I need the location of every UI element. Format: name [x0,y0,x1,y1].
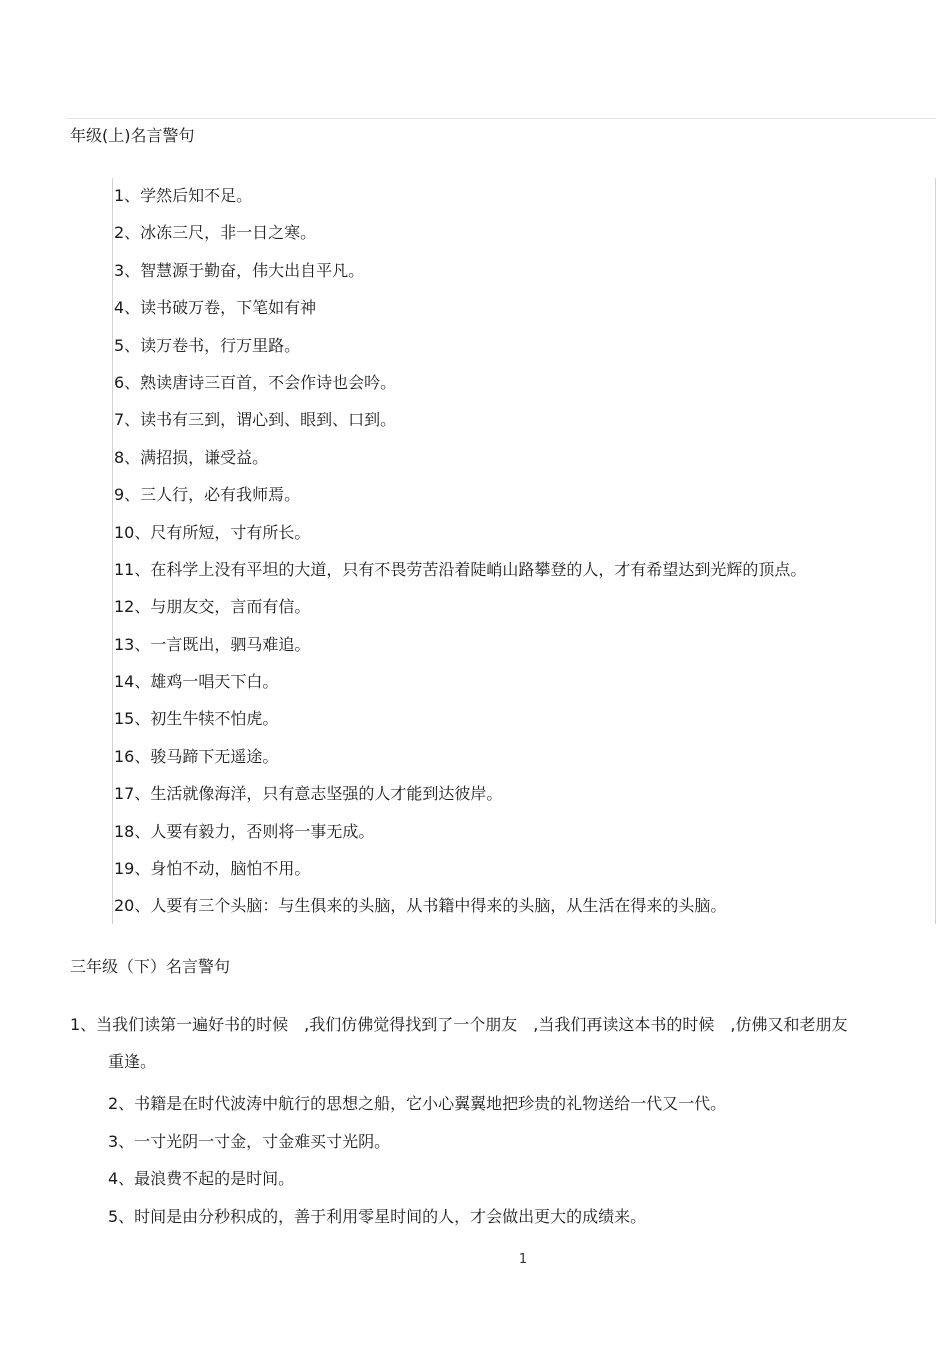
list-item: 3、一寸光阴一寸金，寸金难买寸光阴。 [108,1131,391,1151]
section1-list [114,186,806,934]
list-item: 1、学然后知不足。 [114,186,253,205]
list-item: 3、智慧源于勤奋，伟大出自平凡。 [114,260,365,280]
list-item: 11、在科学上没有平坦的大道，只有不畏劳苦沿着陡峭山路攀登的人，才有希望达到光辉的顶点。 [114,559,807,579]
list-item: 12、与朋友交，言而有信。 [114,597,311,617]
list-item: 10、尺有所短，寸有所长。 [114,522,311,542]
list-item: 13、一言既出，驷马难追。 [114,634,311,654]
list-item: 4、读书破万卷，下笔如有神 [114,298,317,318]
section2-list [108,1094,726,1244]
section1-title: 年级(上)名言警句 [70,126,195,145]
list-item: 2、冰冻三尺，非一日之寒。 [114,223,317,243]
list-item: 14、雄鸡一唱天下白。 [114,672,279,692]
list-item: 20、人要有三个头脑：与生俱来的头脑，从书籍中得来的头脑，从生活在得来的头脑。 [114,896,727,916]
first-item-line2: 重逢。 [108,1052,157,1071]
list-item: 5、读万卷书，行万里路。 [114,335,301,355]
section2-title: 三年级（下）名言警句 [70,957,231,976]
list-item: 9、三人行，必有我师焉。 [114,485,301,505]
first-item-line1: 1、当我们读第一遍好书的时候 ,我们仿佛觉得找到了一个朋友 ,当我们再读这本书的时候 ,仿佛又和老朋友 [70,1015,848,1034]
list-item: 16、骏马蹄下无遥途。 [114,746,279,766]
list-item: 17、生活就像海洋，只有意志坚强的人才能到达彼岸。 [114,784,503,804]
list-item: 2、书籍是在时代波涛中航行的思想之船，它小心翼翼地把珍贵的礼物送给一代又一代。 [108,1094,727,1113]
list-item: 19、身怕不动，脑怕不用。 [114,859,311,879]
list-item: 5、时间是由分秒积成的，善于利用零星时间的人，才会做出更大的成绩来。 [108,1206,647,1226]
section2-first-item [70,1015,930,1072]
list-item: 6、熟读唐诗三百首，不会作诗也会吟。 [114,372,397,392]
list-item: 8、满招损，谦受益。 [114,447,269,467]
list-item: 15、初生牛犊不怕虎。 [114,709,279,729]
list-item: 4、最浪费不起的是时间。 [108,1169,295,1189]
page-number: 1 [518,1252,528,1267]
list-item: 7、读书有三到，谓心到、眼到、口到。 [114,410,397,430]
top-divider [66,118,936,119]
list-item: 18、人要有毅力，否则将一事无成。 [114,821,375,841]
